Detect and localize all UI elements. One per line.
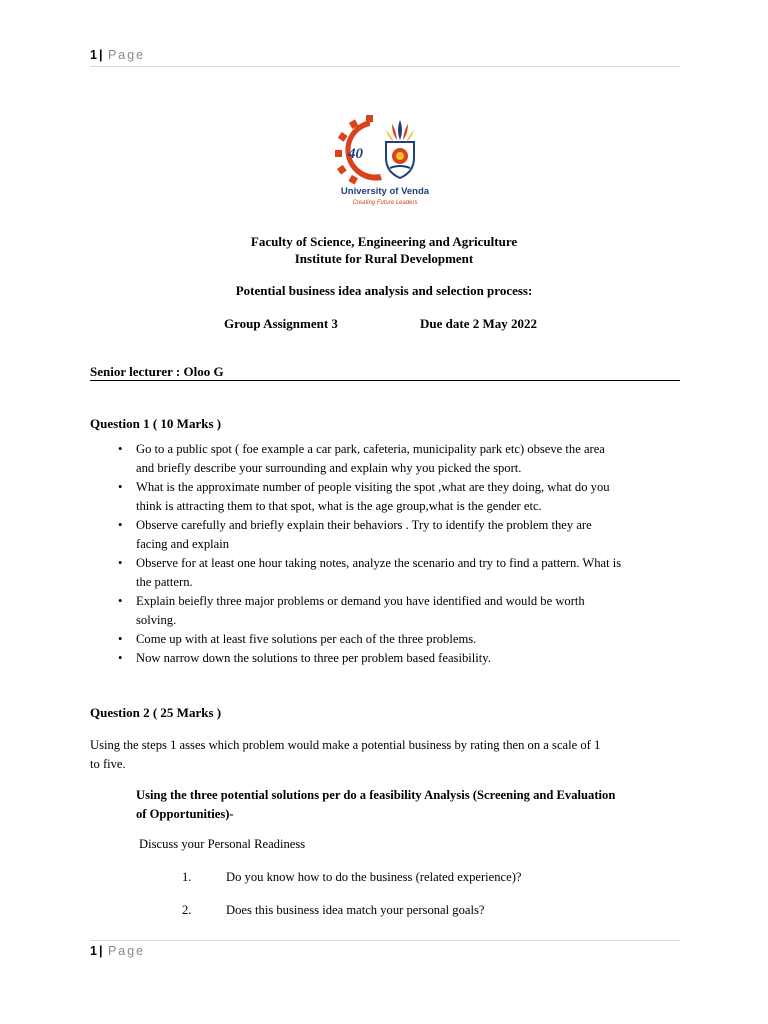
list-item: • What is the approximate number of people visiting the spot ,what are they doing, what do you think is attracting them to that spot, what is the age group,what is the gender etc.	[118, 480, 610, 513]
assignment-label: Group Assignment 3	[224, 316, 338, 331]
personal-readiness: Discuss your Personal Readiness	[139, 837, 306, 851]
svg-text:40: 40	[348, 146, 363, 162]
feasibility-instruction: Using the three potential solutions per do a feasibility Analysis (Screening and Evaluation of Opportunities)-	[136, 788, 616, 821]
list-item: • Come up with at least five solutions per each of the three problems.	[118, 632, 477, 646]
svg-text:Creating Future Leaders: Creating Future Leaders	[352, 200, 418, 206]
numbered-item-2-text: Does this business idea match your personal goals?	[226, 903, 485, 917]
senior-lecturer: Senior lecturer : Oloo G	[90, 364, 224, 379]
numbered-item-1-text: Do you know how to do the business (related experience)?	[226, 870, 522, 884]
numbered-item-1-num: 1.	[182, 870, 192, 884]
university-logo	[330, 112, 440, 212]
svg-text:University of Venda: University of Venda	[340, 186, 430, 197]
due-date: Due date 2 May 2022	[420, 316, 537, 331]
question-1-bullets	[118, 440, 686, 668]
logo-emblem-icon	[330, 112, 440, 212]
lecturer-rule	[90, 380, 680, 381]
header-page-number: 1 | Page	[90, 48, 146, 62]
list-item: • Observe carefully and briefly explain their behaviors . Try to identify the problem they are facing and explain	[118, 518, 592, 551]
assignment-subject: Potential business idea analysis and selection process:	[235, 283, 533, 298]
header-rule	[90, 66, 680, 67]
footer-page-number: 1 | Page	[90, 944, 146, 958]
list-item: • Now narrow down the solutions to three per problem based feasibility.	[118, 651, 491, 665]
list-item: • Observe for at least one hour taking notes, analyze the scenario and try to find a pattern. What is the pattern.	[118, 556, 622, 589]
list-item: • Explain beiefly three major problems or demand you have identified and would be worth solving.	[118, 594, 585, 627]
faculty-title: Faculty of Science, Engineering and Agriculture	[250, 234, 518, 249]
question-2-intro: Using the steps 1 asses which problem would make a potential business by rating then on a scale of 1 to five.	[90, 738, 601, 771]
list-item: • Go to a public spot ( foe example a car park, cafeteria, municipality park etc) obseve the area and briefly describe your surrounding and explain why you picked the sport.	[118, 442, 605, 475]
numbered-item-2-num: 2.	[182, 903, 192, 917]
footer-rule	[90, 940, 680, 941]
institute-title: Institute for Rural Development	[294, 251, 474, 266]
question-2-heading: Question 2 ( 25 Marks )	[90, 705, 222, 720]
question-1-heading: Question 1 ( 10 Marks )	[90, 416, 222, 431]
